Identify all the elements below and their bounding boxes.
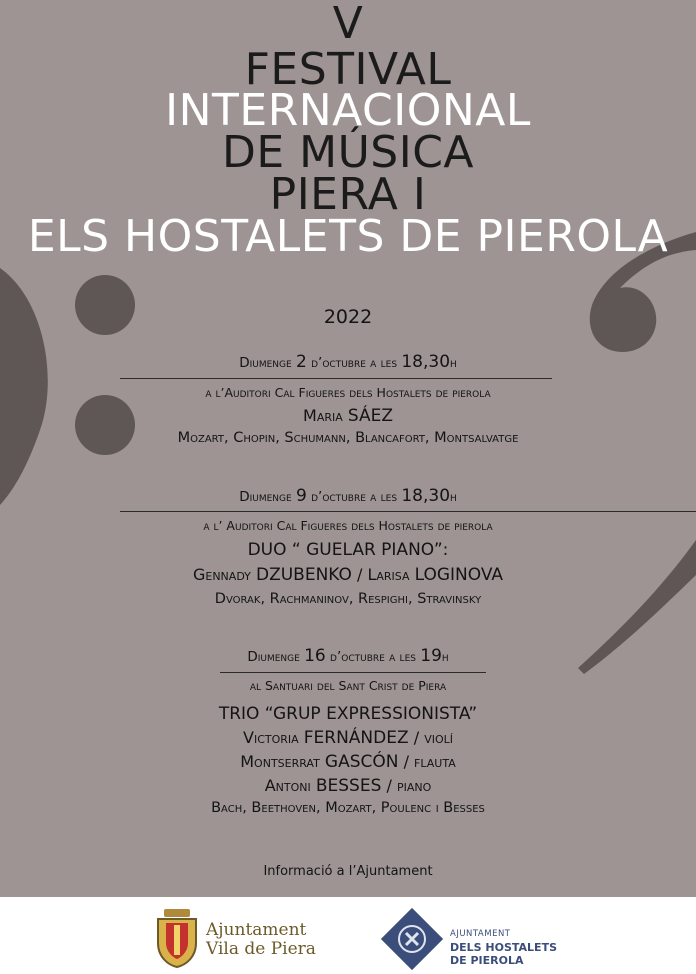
concert-2-divider <box>120 511 696 512</box>
concert-2-works: Dvorak, Rachmaninov, Respighi, Stravinsky <box>214 591 482 607</box>
info-note: Informació a l’Ajuntament <box>263 864 433 879</box>
title-edition: V <box>332 0 364 49</box>
concert-2-date: Diumenge 9 d’octubre a les 18,30h <box>239 486 457 506</box>
logo-hostalets-label: AJUNTAMENT <box>450 929 511 939</box>
title-piera: PIERA I <box>269 169 427 220</box>
concert-1-performer: Maria SÁEZ <box>303 406 393 426</box>
concert-1-works: Mozart, Chopin, Schumann, Blancafort, Montsalvatge <box>177 430 519 446</box>
concert-3-divider <box>220 672 486 673</box>
concert-3-date: Diumenge 16 d’octubre a les 19h <box>247 646 449 666</box>
concert-3-member-1: Victoria FERNÁNDEZ / violí <box>243 728 453 748</box>
concert-1-venue: a l’Auditori Cal Figueres dels Hostalets de pierola <box>205 385 491 400</box>
concert-3-ensemble: TRIO “GRUP EXPRESSIONISTA” <box>218 704 478 724</box>
concert-2-venue: a l’ Auditori Cal Figueres dels Hostalets de pierola <box>203 518 493 533</box>
concert-1-date: Diumenge 2 d’octubre a les 18,30h <box>239 352 457 372</box>
concert-3-member-2: Montserrat GASCÓN / flauta <box>240 752 456 772</box>
footer-logos <box>0 897 696 974</box>
concert-2-ensemble: DUO “ GUELAR PIANO”: <box>247 540 449 560</box>
piera-coat-of-arms-icon <box>152 907 202 969</box>
title-de-musica: DE MÚSICA <box>221 127 475 178</box>
logo-hostalets-name: DELS HOSTALETS DE PIEROLA <box>450 941 557 967</box>
concert-3-works: Bach, Beethoven, Mozart, Poulenc i Besses <box>211 800 485 816</box>
title-internacional: INTERNACIONAL <box>165 85 531 136</box>
title-hostalets: ELS HOSTALETS DE PIEROLA <box>27 211 669 262</box>
concert-1-divider <box>120 378 552 379</box>
concert-2-performers: Gennady DZUBENKO / Larisa LOGINOVA <box>192 565 503 585</box>
hostalets-emblem-icon <box>380 907 444 971</box>
festival-year: 2022 <box>323 306 373 328</box>
title-festival: FESTIVAL <box>244 44 452 95</box>
concert-3-member-3: Antoni BESSES / piano <box>264 776 432 796</box>
concert-3-venue: al Santuari del Sant Crist de Piera <box>249 678 447 693</box>
logo-piera-text: Ajuntament Vila de Piera <box>206 920 316 959</box>
